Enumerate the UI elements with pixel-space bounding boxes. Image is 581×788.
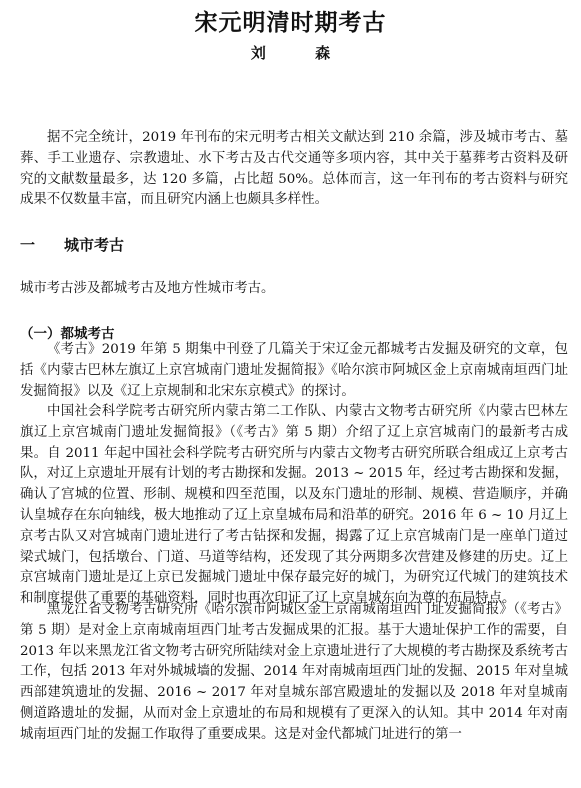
section-title: 城市考古 xyxy=(64,236,125,254)
section-lead-paragraph: 城市考古涉及都城考古及地方性城市考古。 xyxy=(20,281,275,296)
body-paragraph: 黑龙江省文物考古研究所《哈尔滨市阿城区金上京南城南垣西门址发掘简报》（《考古》第 5 期）是对金上京南城南垣西门址考古发掘成果的汇报。基于大遗址保护工作的需要，自 2013 年以来黑龙江省文物考古研究所陆续对金上京遗址进行了大规模的考古勘探及系统考古工作，包括 2013 年对外城城墙的发掘、2014 年对南城南垣西门址的发掘、2015 年对皇城西部建筑遗址的发掘、2016 ~ 2017 年对皇城东部宫殿遗址的发掘以及 2018 年对皇城南侧道路遗址的发掘，从而对金上京遗址的布局和规模有了更深入的认知。其中 2014 年对南城南垣西门址的发掘工作取得了重要成果。这是对金代都城门址进行的第一 xyxy=(20,602,568,742)
body-paragraph: 中国社会科学院考古研究所内蒙古第二工作队、内蒙古文物考古研究所《内蒙古巴林左旗辽上京宫城南门遗址发掘简报》（《考古》第 5 期）介绍了辽上京宫城南门的最新考古成果。自 2011 年起中国社会科学院考古研究所与内蒙古文物考古研究所联合组成辽上京考古队，对辽上京遗址开展有计划的考古勘探和发掘。2013 ~ 2015 年，经过考古勘探和发掘，确认了宫城的位置、形制、规模和四至范围，以及东门遗址的形制、规模、营造顺序，并确认皇城存在东向轴线，极大地推动了辽上京皇城布局和沿革的研究。2016 年 6 ~ 10 月辽上京考古队又对宫城南门遗址进行了考古钻探和发掘，揭露了辽上京宫城南门是一座单门道过梁式城门，包括墩台、门道、马道等结构，还发现了其分两期多次营建及修建的历史。辽上京宫城南门遗址是辽上京已发掘城门遗址中保存最完好的城门，为研究辽代城门的建筑技术和制度提供了重要的基础资料，同时也再次印证了辽上京皇城东向为尊的布局特点。 xyxy=(20,404,568,607)
article-author: 刘 森 xyxy=(250,44,353,62)
article-title: 宋元明清时期考古 xyxy=(194,10,387,36)
body-paragraph: 《考古》2019 年第 5 期集中刊登了几篇关于宋辽金元都城考古发掘及研究的文章，包括《内蒙古巴林左旗辽上京宫城南门遗址发掘简报》《哈尔滨市阿城区金上京南城南垣西门址发掘简报》以及《辽上京规制和北宋东京模式》的探讨。 xyxy=(20,342,568,399)
subsection-heading: （一）都城考古 xyxy=(20,326,115,342)
section-heading xyxy=(20,234,124,255)
intro-paragraph: 据不完全统计，2019 年刊布的宋元明考古相关文献达到 210 余篇，涉及城市考古、墓葬、手工业遗存、宗教遗址、水下考古及古代交通等多项内容，其中关于墓葬考古资料及研究的文献数量最多，达 120 多篇，占比超 50%。总体而言，这一年刊布的考古资料与研究成果不仅数量丰富，而且研究内涵上也颇具多样性。 xyxy=(20,130,568,208)
section-number: 一 xyxy=(20,236,36,254)
